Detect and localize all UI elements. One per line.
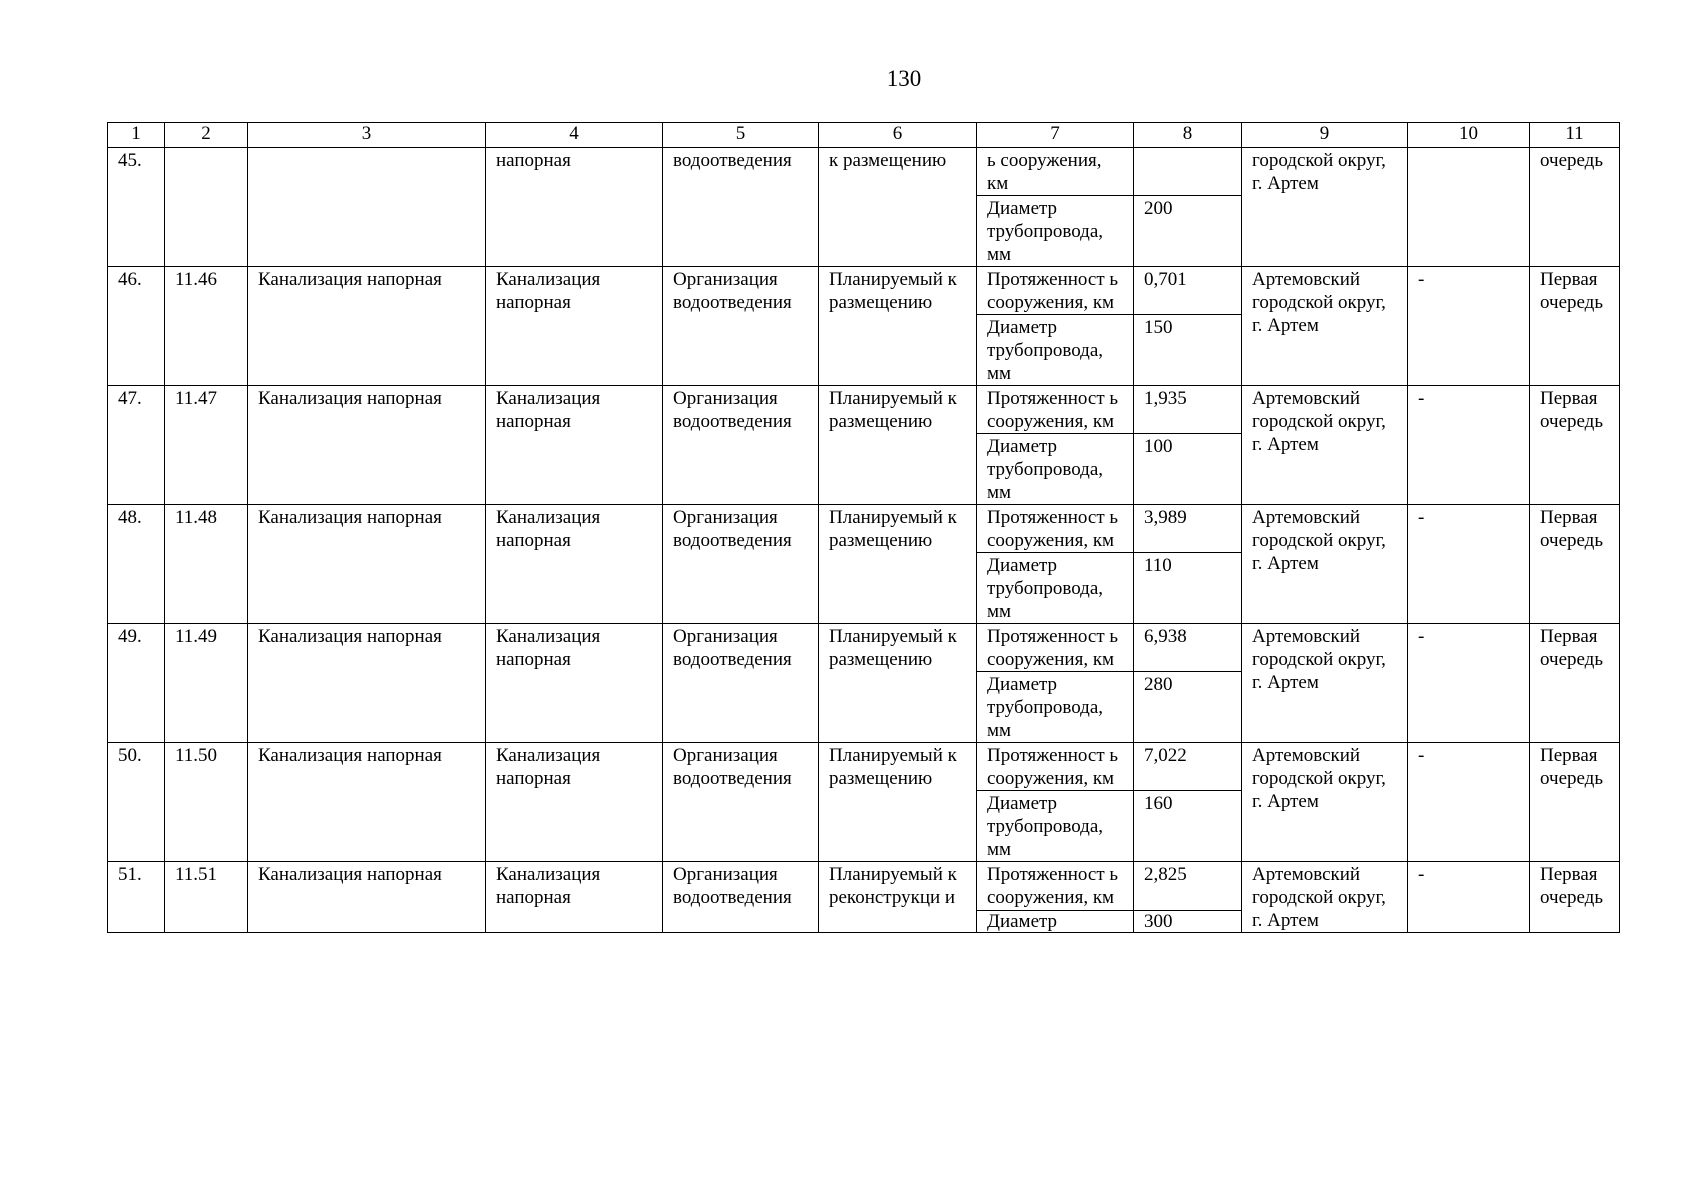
parameter-name: Протяженност ь сооружения, км xyxy=(977,862,1134,911)
row-number: 45. xyxy=(108,148,165,267)
parameter-value: 3,989 xyxy=(1134,505,1242,553)
column-header: 4 xyxy=(486,123,663,148)
object-code: 11.50 xyxy=(165,743,248,862)
object-queue: Первая очередь xyxy=(1530,386,1620,505)
parameter-name: Диаметр трубопровода, мм xyxy=(977,791,1134,862)
object-purpose: водоотведения xyxy=(663,148,819,267)
object-location: Артемовский городской округ, г. Артем xyxy=(1242,743,1408,862)
column-header: 11 xyxy=(1530,123,1620,148)
object-type: Канализация напорная xyxy=(486,862,663,933)
object-name: Канализация напорная xyxy=(248,624,486,743)
parameter-name: Диаметр xyxy=(977,910,1134,932)
object-type: Канализация напорная xyxy=(486,386,663,505)
parameter-name: Диаметр трубопровода, мм xyxy=(977,672,1134,743)
object-name: Канализация напорная xyxy=(248,386,486,505)
parameter-value: 7,022 xyxy=(1134,743,1242,791)
parameter-value xyxy=(1134,148,1242,196)
object-purpose: Организация водоотведения xyxy=(663,505,819,624)
object-purpose: Организация водоотведения xyxy=(663,386,819,505)
parameter-name: Диаметр трубопровода, мм xyxy=(977,196,1134,267)
object-location: городской округ, г. Артем xyxy=(1242,148,1408,267)
column-header: 3 xyxy=(248,123,486,148)
object-code: 11.46 xyxy=(165,267,248,386)
column-header: 6 xyxy=(819,123,977,148)
object-status: Планируемый к размещению xyxy=(819,386,977,505)
parameter-name: ь сооружения, км xyxy=(977,148,1134,196)
column-header: 1 xyxy=(108,123,165,148)
object-queue: очередь xyxy=(1530,148,1620,267)
object-zone: - xyxy=(1408,624,1530,743)
object-status: Планируемый к размещению xyxy=(819,267,977,386)
parameter-name: Диаметр трубопровода, мм xyxy=(977,553,1134,624)
object-name: Канализация напорная xyxy=(248,267,486,386)
object-queue: Первая очередь xyxy=(1530,862,1620,933)
object-location: Артемовский городской округ, г. Артем xyxy=(1242,267,1408,386)
parameter-value: 2,825 xyxy=(1134,862,1242,911)
table-row xyxy=(108,386,1620,434)
row-number: 48. xyxy=(108,505,165,624)
object-purpose: Организация водоотведения xyxy=(663,624,819,743)
object-queue: Первая очередь xyxy=(1530,505,1620,624)
object-zone xyxy=(1408,148,1530,267)
table-row xyxy=(108,505,1620,553)
table-row xyxy=(108,862,1620,911)
object-zone: - xyxy=(1408,505,1530,624)
parameter-name: Диаметр трубопровода, мм xyxy=(977,315,1134,386)
object-queue: Первая очередь xyxy=(1530,267,1620,386)
table-row xyxy=(108,267,1620,315)
parameter-value: 1,935 xyxy=(1134,386,1242,434)
object-name xyxy=(248,148,486,267)
parameter-name: Протяженност ь сооружения, км xyxy=(977,267,1134,315)
object-queue: Первая очередь xyxy=(1530,624,1620,743)
object-code: 11.49 xyxy=(165,624,248,743)
object-status: Планируемый к размещению xyxy=(819,743,977,862)
object-zone: - xyxy=(1408,267,1530,386)
column-header: 2 xyxy=(165,123,248,148)
parameter-value: 280 xyxy=(1134,672,1242,743)
object-name: Канализация напорная xyxy=(248,743,486,862)
object-code: 11.47 xyxy=(165,386,248,505)
object-location: Артемовский городской округ, г. Артем xyxy=(1242,624,1408,743)
page-number: 130 xyxy=(886,66,922,91)
table-row xyxy=(108,743,1620,791)
parameter-value: 100 xyxy=(1134,434,1242,505)
parameter-value: 150 xyxy=(1134,315,1242,386)
column-header: 5 xyxy=(663,123,819,148)
row-number: 50. xyxy=(108,743,165,862)
object-status: Планируемый к реконструкци и xyxy=(819,862,977,933)
parameter-name: Диаметр трубопровода, мм xyxy=(977,434,1134,505)
row-number: 51. xyxy=(108,862,165,933)
column-header: 10 xyxy=(1408,123,1530,148)
object-location: Артемовский городской округ, г. Артем xyxy=(1242,386,1408,505)
parameter-value: 160 xyxy=(1134,791,1242,862)
row-number: 46. xyxy=(108,267,165,386)
facilities-table xyxy=(107,122,1620,933)
parameter-value: 200 xyxy=(1134,196,1242,267)
object-purpose: Организация водоотведения xyxy=(663,267,819,386)
parameter-value: 300 xyxy=(1134,910,1242,932)
column-header: 9 xyxy=(1242,123,1408,148)
row-number: 47. xyxy=(108,386,165,505)
parameter-value: 0,701 xyxy=(1134,267,1242,315)
object-status: Планируемый к размещению xyxy=(819,624,977,743)
object-location: Артемовский городской округ, г. Артем xyxy=(1242,505,1408,624)
object-type: напорная xyxy=(486,148,663,267)
object-queue: Первая очередь xyxy=(1530,743,1620,862)
object-zone: - xyxy=(1408,743,1530,862)
object-code: 11.51 xyxy=(165,862,248,933)
column-header: 8 xyxy=(1134,123,1242,148)
parameter-value: 110 xyxy=(1134,553,1242,624)
object-zone: - xyxy=(1408,386,1530,505)
object-type: Канализация напорная xyxy=(486,743,663,862)
object-code xyxy=(165,148,248,267)
object-purpose: Организация водоотведения xyxy=(663,743,819,862)
object-type: Канализация напорная xyxy=(486,505,663,624)
object-type: Канализация напорная xyxy=(486,267,663,386)
object-code: 11.48 xyxy=(165,505,248,624)
parameter-value: 6,938 xyxy=(1134,624,1242,672)
parameter-name: Протяженност ь сооружения, км xyxy=(977,386,1134,434)
table-row xyxy=(108,624,1620,672)
object-zone: - xyxy=(1408,862,1530,933)
object-name: Канализация напорная xyxy=(248,505,486,624)
table-row xyxy=(108,148,1620,196)
parameter-name: Протяженност ь сооружения, км xyxy=(977,624,1134,672)
parameter-name: Протяженност ь сооружения, км xyxy=(977,505,1134,553)
column-header: 7 xyxy=(977,123,1134,148)
object-type: Канализация напорная xyxy=(486,624,663,743)
row-number: 49. xyxy=(108,624,165,743)
table-body xyxy=(108,123,1620,933)
column-number-row xyxy=(108,123,1620,148)
object-purpose: Организация водоотведения xyxy=(663,862,819,933)
object-name: Канализация напорная xyxy=(248,862,486,933)
parameter-name: Протяженност ь сооружения, км xyxy=(977,743,1134,791)
object-location: Артемовский городской округ, г. Артем xyxy=(1242,862,1408,933)
object-status: к размещению xyxy=(819,148,977,267)
object-status: Планируемый к размещению xyxy=(819,505,977,624)
